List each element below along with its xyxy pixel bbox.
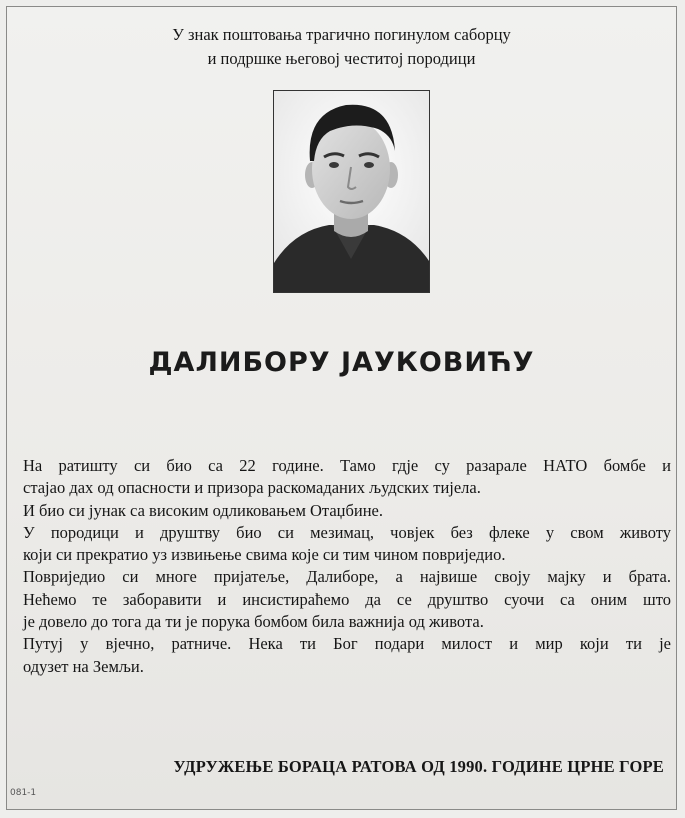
dedication-line-1: У знак поштовања трагично погинулом саборцу (172, 25, 511, 44)
tribute-text (23, 455, 671, 678)
tribute-line: одузет на Земљи. (23, 656, 144, 676)
tribute-line: На ратишту си био са 22 године. Тамо гдје су разарале НАТО бомбе и (23, 456, 671, 475)
tribute-line: је довело до тога да ти је порука бомбом била важнија од живота. (23, 612, 484, 632)
dedication-header (7, 23, 676, 71)
organization-signature: УДРУЖЕЊЕ БОРАЦА РАТОВА ОД 1990. ГОДИНЕ ЦРНЕ ГОРЕ (173, 757, 664, 776)
tribute-line: И био си јунак са високим одликовањем Отаџбине. (23, 500, 383, 520)
tribute-line: У породици и друштву био си мезимац, човјек без флеке у свом животу (23, 522, 671, 542)
ad-code: 081-1 (10, 788, 37, 798)
portrait-icon (274, 91, 429, 292)
dedication-line-2: и подршке његовој честитој породици (207, 49, 476, 68)
tribute-line: Нећемо те заборавити и инсистираћемо да се друштво суочи са оним што (23, 589, 671, 609)
tribute-line: Повриједио си многе пријатеље, Далиборе, а највише своју мајку и брата. (23, 567, 671, 587)
portrait-photo (273, 90, 430, 293)
tribute-line: стајао дах од опасности и призора раскомаданих људских тијела. (23, 478, 481, 498)
deceased-name: ДАЛИБОРУ ЈАУКОВИЋУ (148, 347, 535, 378)
obituary-notice (6, 6, 677, 810)
tribute-line: који си прекратио уз извињење свима које си тим чином повриједио. (23, 545, 506, 565)
tribute-line: Путуј у вјечно, ратниче. Нека ти Бог подари милост и мир који ти је (23, 634, 671, 654)
